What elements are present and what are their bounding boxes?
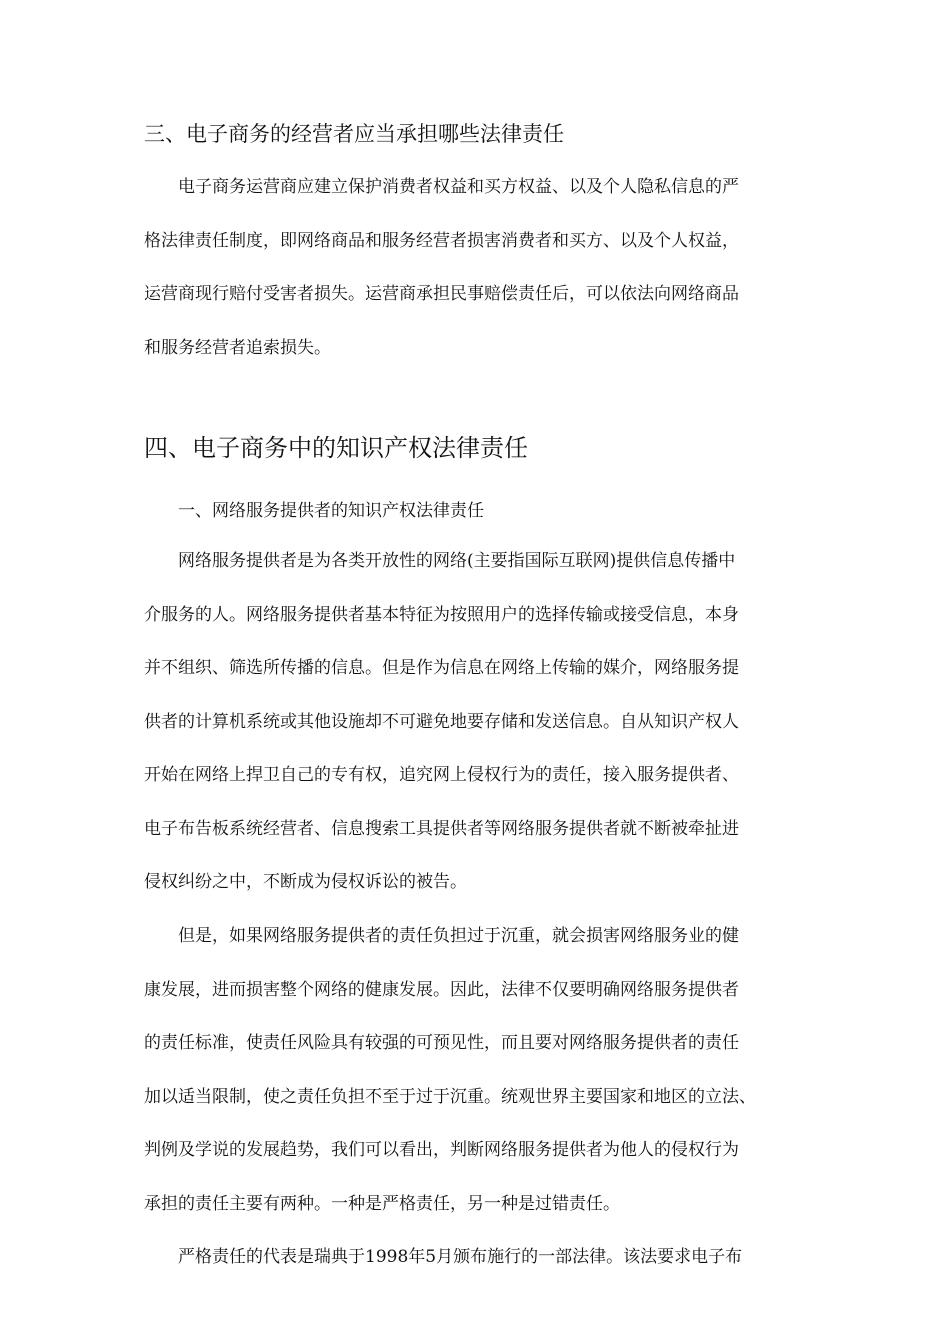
paragraph-operator-liability [144, 170, 814, 384]
text-line: 加以适当限制，使之责任负担不至于过于沉重。统观世界主要国家和地区的立法、 [144, 1086, 756, 1107]
text-line: 开始在网络上捍卫自己的专有权，追究网上侵权行为的责任，接入服务提供者、 [144, 765, 739, 785]
text-line: 和服务经营者追索损失。 [144, 337, 331, 358]
text-line: 的责任标准，使责任风险具有较强的可预见性，而且要对网络服务提供者的责任 [144, 1033, 739, 1053]
text-line: 网络服务提供者是为各类开放性的网络(主要指国际互联网)提供信息传播中 [178, 551, 736, 571]
paragraph-liability-burden [144, 919, 814, 1240]
section-heading-3: 三、电子商务的经营者应当承担哪些法律责任 [144, 122, 564, 146]
text-line: 电子商务运营商应建立保护消费者权益和买方权益、以及个人隐私信息的严 [178, 177, 739, 197]
text-line: 电子布告板系统经营者、信息搜索工具提供者等网络服务提供者就不断被牵扯进 [144, 818, 739, 839]
text-line: 严格责任的代表是瑞典于1998年5月颁布施行的一部法律。该法要求电子布 [178, 1247, 743, 1267]
paragraph-strict-liability [144, 1240, 814, 1294]
text-line: 运营商现行赔付受害者损失。运营商承担民事赔偿责任后，可以依法向网络商品 [144, 284, 739, 304]
text-line: 供者的计算机系统或其他设施却不可避免地要存储和发送信息。自从知识产权人 [144, 711, 739, 732]
text-line: 康发展，进而损害整个网络的健康发展。因此，法律不仅要明确网络服务提供者 [144, 979, 739, 1000]
text-line: 承担的责任主要有两种。一种是严格责任，另一种是过错责任。 [144, 1193, 620, 1214]
subsection-heading: 一、网络服务提供者的知识产权法律责任 [178, 501, 484, 521]
text-line: 侵权纠纷之中，不断成为侵权诉讼的被告。 [144, 872, 467, 892]
paragraph-isp-definition [144, 544, 814, 919]
text-line: 判例及学说的发展趋势，我们可以看出，判断网络服务提供者为他人的侵权行为 [144, 1140, 739, 1160]
section-heading-4: 四、电子商务中的知识产权法律责任 [144, 434, 528, 462]
text-line: 但是，如果网络服务提供者的责任负担过于沉重，就会损害网络服务业的健 [178, 926, 739, 946]
text-line: 介服务的人。网络服务提供者基本特征为按照用户的选择传输或接受信息，本身 [144, 604, 739, 625]
text-line: 并不组织、筛选所传播的信息。但是作为信息在网络上传输的媒介，网络服务提 [144, 658, 739, 678]
text-line: 格法律责任制度，即网络商品和服务经营者损害消费者和买方、以及个人权益， [144, 230, 739, 251]
